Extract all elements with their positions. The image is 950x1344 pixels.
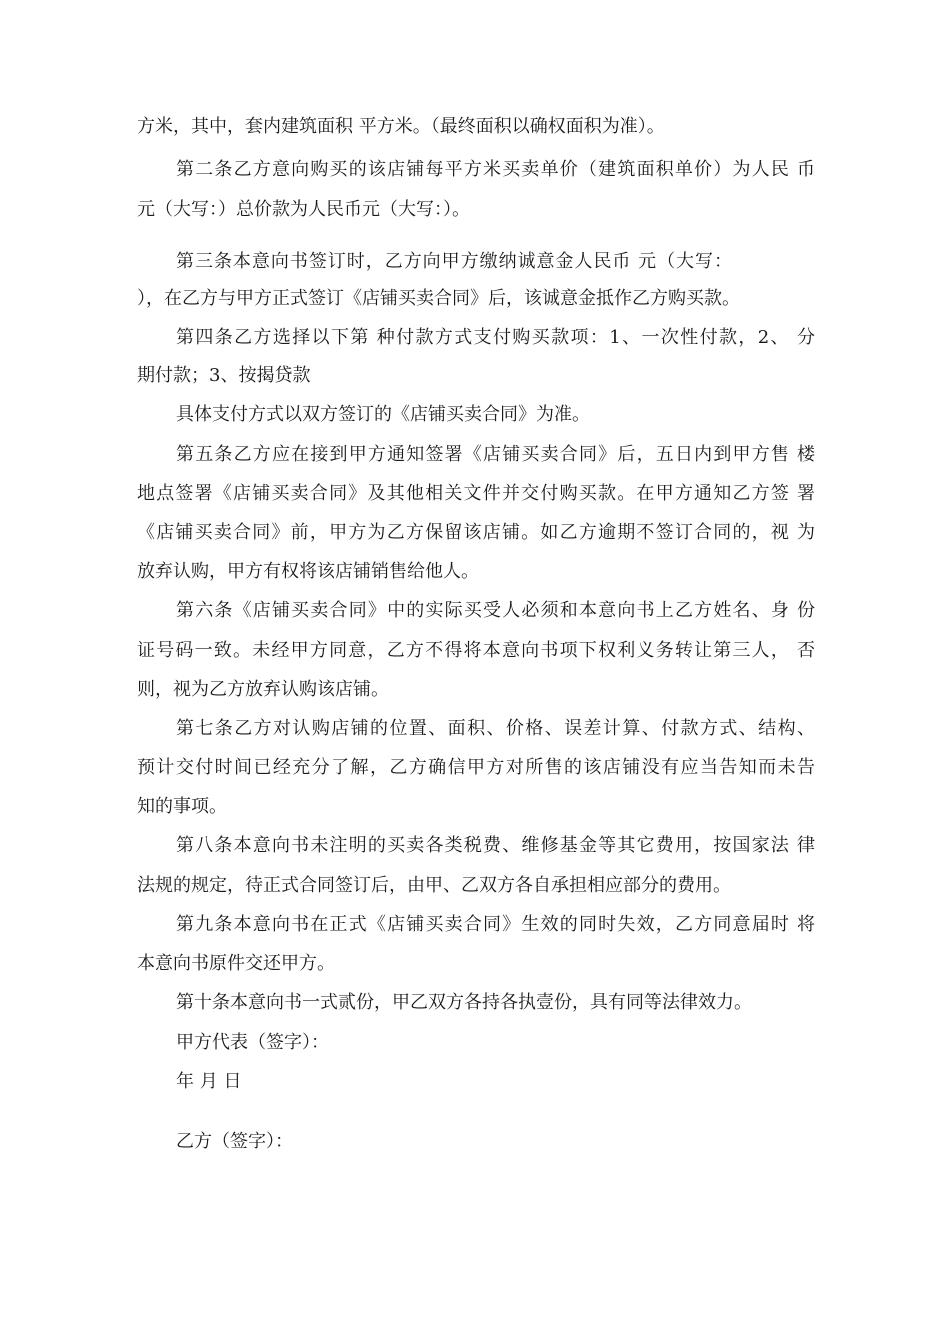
payment-note-line: 具体支付方式以双方签订的《店铺买卖合同》为准。 [176,404,590,425]
date-line: 年 月 日 [176,1071,242,1092]
clause-8-line-1: 第八条本意向书未注明的买卖各类税费、维修基金等其它费用，按国家法 律 [176,835,815,856]
clause-6-line-1: 第六条《店铺买卖合同》中的实际买受人必须和本意向书上乙方姓名、身 份 [176,600,815,621]
clause-2-line-1: 第二条乙方意向购买的该店铺每平方米买卖单价（建筑面积单价）为人民 币 [176,159,815,180]
clause-7-line-3: 知的事项。 [137,796,227,817]
text-line-area: 方米，其中，套内建筑面积 平方米。（最终面积以确权面积为准）。 [137,116,665,137]
clause-5-line-2: 地点签署《店铺买卖合同》及其他相关文件并交付购买款。在甲方通知乙方签 署 [137,483,815,504]
clause-3-line-2: ），在乙方与甲方正式签订《店铺买卖合同》后，该诚意金抵作乙方购买款。 [137,288,740,309]
clause-2-line-2: 元（大写：）总价款为人民币元（大写：）。 [137,199,470,220]
clause-5-line-1: 第五条乙方应在接到甲方通知签署《店铺买卖合同》后，五日内到甲方售 楼 [176,444,815,465]
clause-10-line: 第十条本意向书一式贰份，甲乙双方各持各执壹份，具有同等法律效力。 [176,992,752,1013]
clause-6-line-3: 则，视为乙方放弃认购该店铺。 [137,679,389,700]
party-b-signature-label: 乙方（签字）： [176,1131,293,1152]
clause-7-line-2: 预计交付时间已经充分了解，乙方确信甲方对所售的该店铺没有应当告知而未告 [137,757,815,778]
clause-5-line-3: 《店铺买卖合同》前，甲方为乙方保留该店铺。如乙方逾期不签订合同的，视 为 [137,522,815,543]
clause-8-line-2: 法规的规定，待正式合同签订后，由甲、乙双方各自承担相应部分的费用。 [137,875,731,896]
clause-3-line-1: 第三条本意向书签订时，乙方向甲方缴纳诚意金人民币 元（大写： [176,251,732,272]
clause-7-line-1: 第七条乙方对认购店铺的位置、面积、价格、误差计算、付款方式、结构、 [176,718,815,739]
party-a-signature-label: 甲方代表（签字）： [176,1032,329,1053]
clause-6-line-2: 证号码一致。未经甲方同意，乙方不得将本意向书项下权利义务转让第三人， 否 [137,640,815,661]
clause-4-line-1: 第四条乙方选择以下第 种付款方式支付购买款项：1、一次性付款，2、 分 [176,327,815,348]
clause-5-line-4: 放弃认购，甲方有权将该店铺销售给他人。 [137,561,479,582]
clause-9-line-2: 本意向书原件交还甲方。 [137,953,335,974]
clause-9-line-1: 第九条本意向书在正式《店铺买卖合同》生效的同时失效，乙方同意届时 将 [176,914,815,935]
clause-4-line-2: 期付款；3、按揭贷款 [137,365,311,386]
